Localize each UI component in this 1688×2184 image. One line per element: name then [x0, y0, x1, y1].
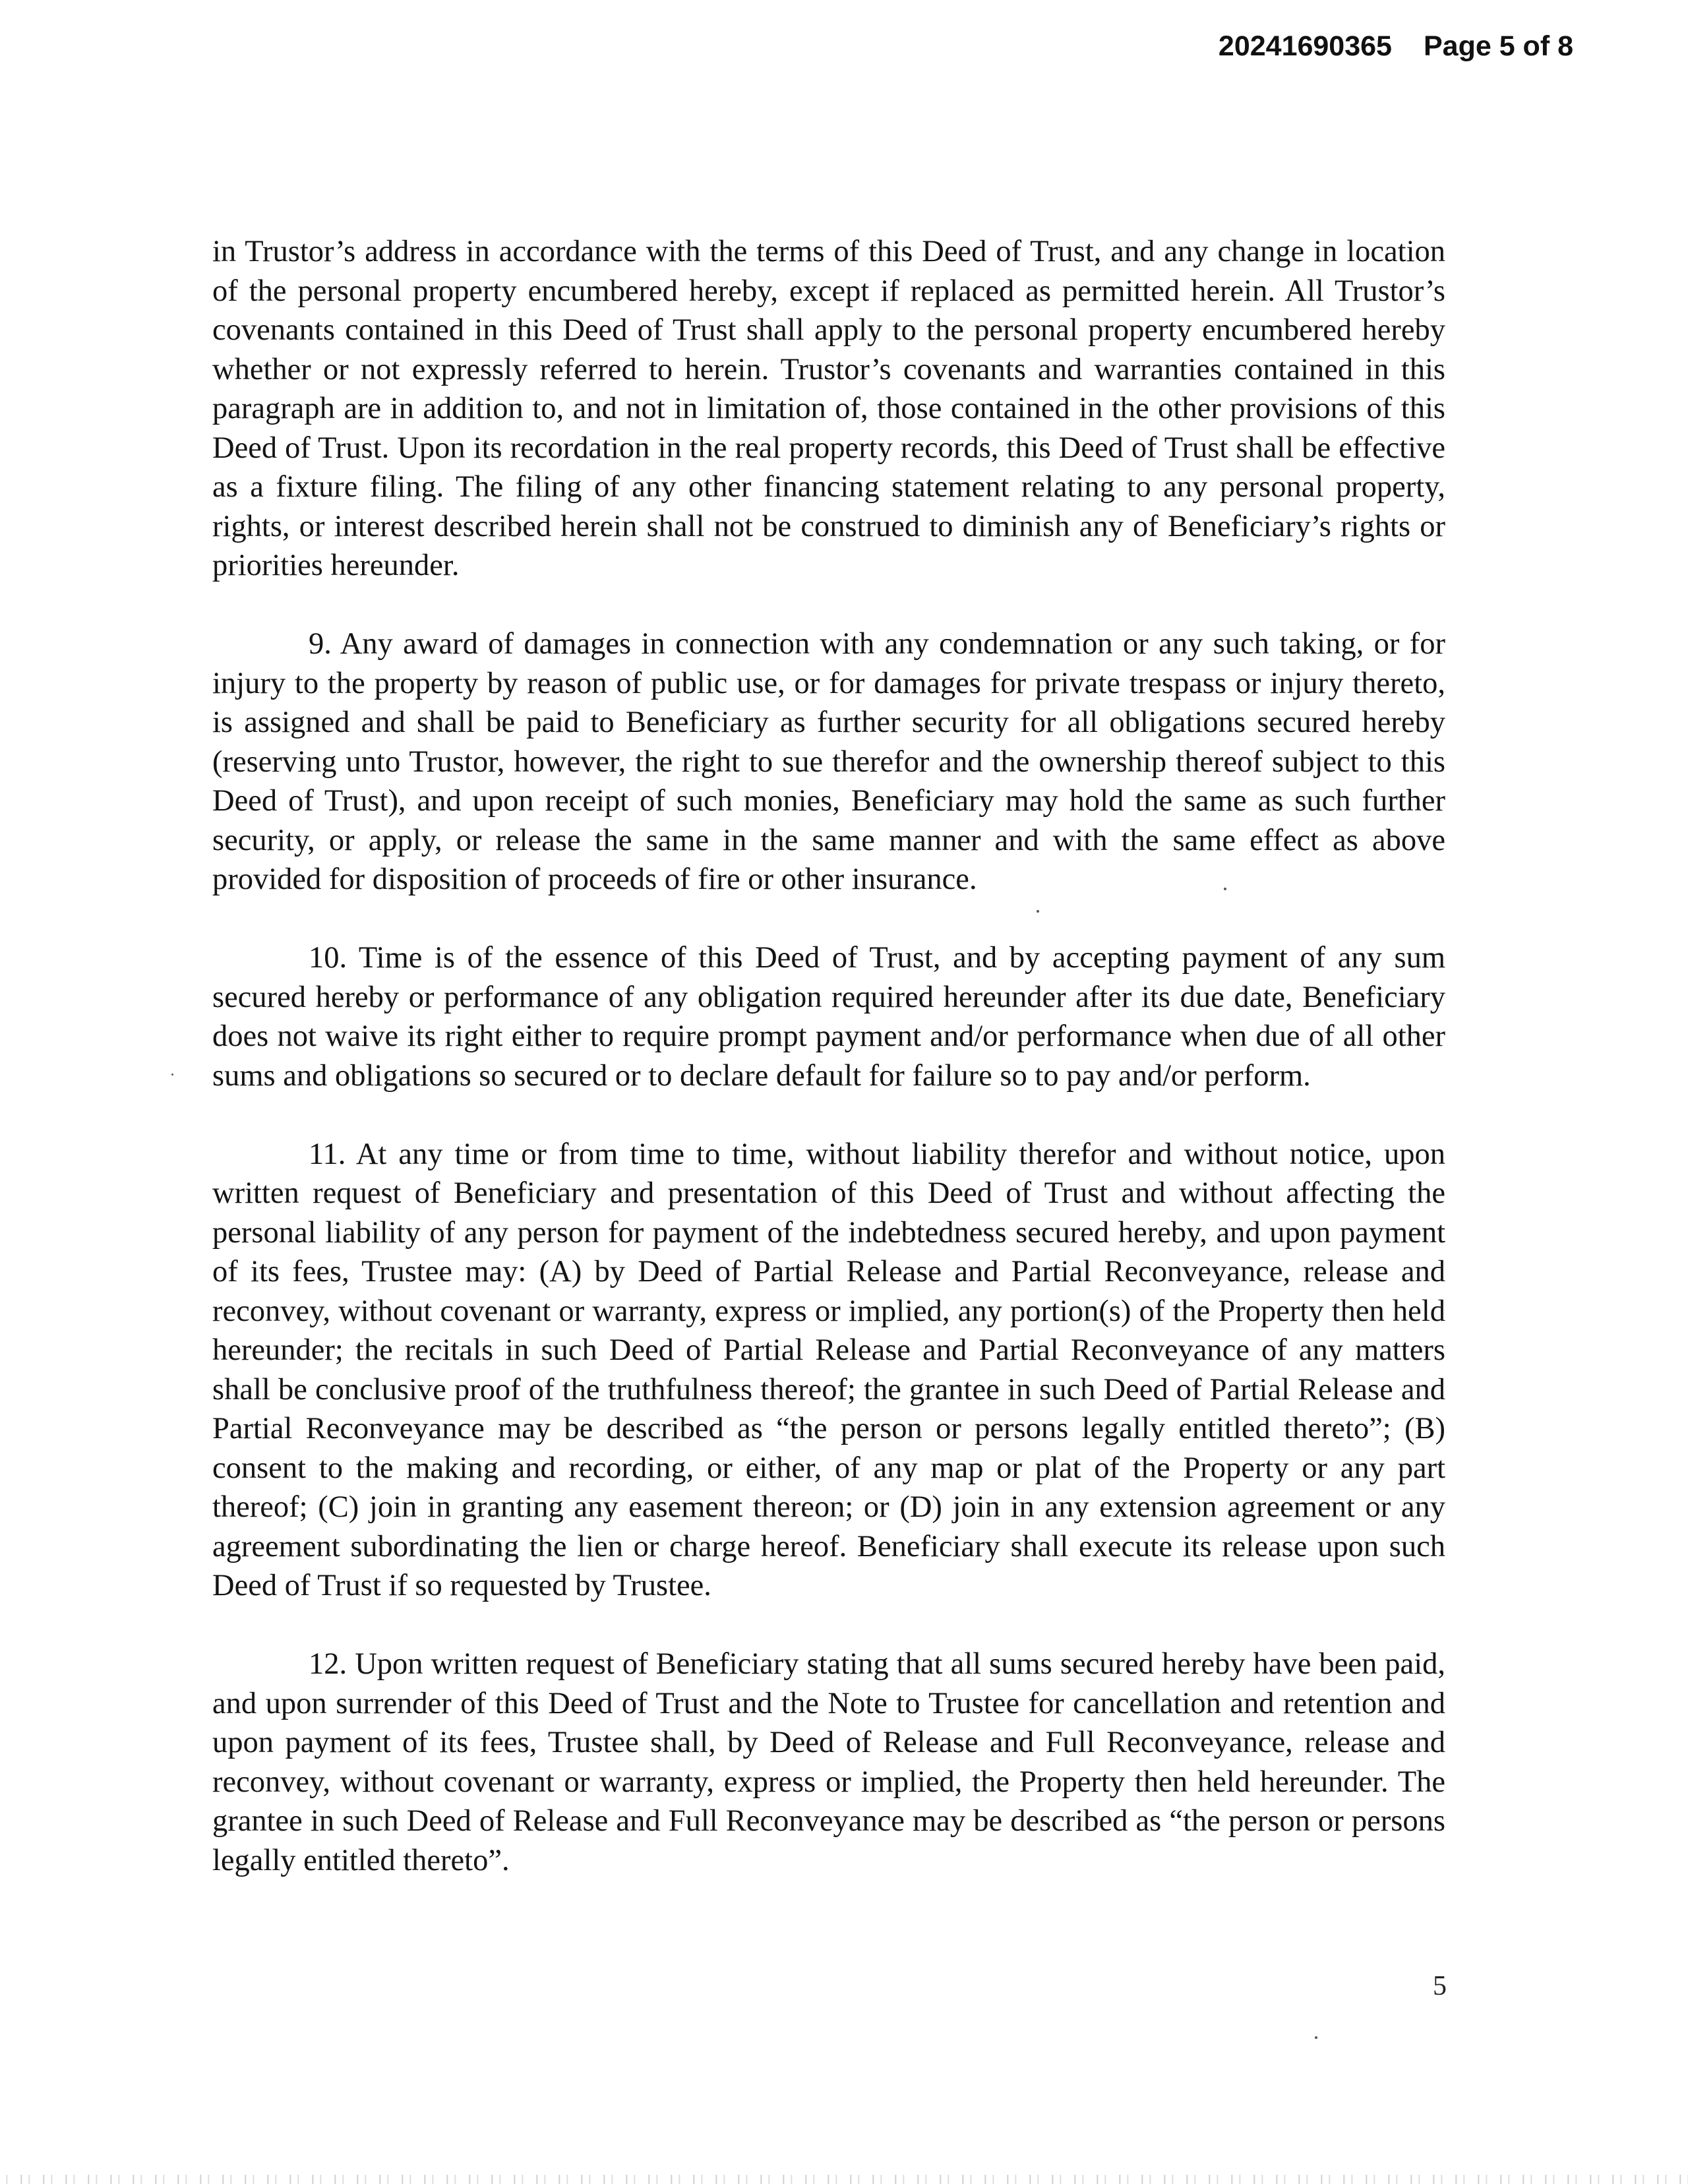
- scan-speck: [1224, 888, 1226, 890]
- paragraph-11: 11. At any time or from time to time, without liability therefor and without notice, upon written request of Beneficiary and presentation of this Deed of Trust and without affecting the personal liability of any person for payment of the indebtedness secured hereby, and upon payment of its fees, Trustee may: (A) by Deed of Partial Release and Partial Reconveyance, release and reconvey, without covenant or warranty, express or implied, any portion(s) of the Property then held hereunder; the recitals in such Deed of Partial Release and Partial Reconveyance of any matters shall be conclusive proof of the truthfulness thereof; the grantee in such Deed of Partial Release and Partial Reconveyance may be described as “the person or persons legally entitled thereto”; (B) consent to the making and recording, or either, of any map or plat of the Property or any part thereof; (C) join in granting any easement thereon; or (D) join in any extension agreement or any agreement subordinating the lien or charge hereof. Beneficiary shall execute its release upon such Deed of Trust if so requested by Trustee.: [212, 1137, 1445, 1602]
- recording-stamp: [1219, 30, 1573, 63]
- paragraph-continuation: in Trustor’s address in accordance with the terms of this Deed of Trust, and any change in location of the personal property encumbered hereby, except if replaced as permitted herein. All Trustor’s covenants contained in this Deed of Trust shall apply to the personal property encumbered hereby whether or not expressly referred to herein. Trustor’s covenants and warranties contained in this paragraph are in addition to, and not in limitation of, those contained in the other provisions of this Deed of Trust. Upon its recordation in the real property records, this Deed of Trust shall be effective as a fixture filing. The filing of any other financing statement relating to any personal property, rights, or interest described herein shall not be construed to diminish any of Beneficiary’s rights or priorities hereunder.: [212, 235, 1445, 582]
- paragraph-12: 12. Upon written request of Beneficiary stating that all sums secured hereby have been paid, and upon surrender of this Deed of Trust and the Note to Trustee for cancellation and retention and upon payment of its fees, Trustee shall, by Deed of Release and Full Reconveyance, release and reconvey, without covenant or warranty, express or implied, the Property then held hereunder. The grantee in such Deed of Release and Full Reconveyance may be described as “the person or persons legally entitled thereto”.: [212, 1647, 1445, 1877]
- paragraph-9: 9. Any award of damages in connection with any condemnation or any such taking, or for injury to the property by reason of public use, or for damages for private trespass or injury thereto, is assigned and shall be paid to Beneficiary as further security for all obligations secured hereby (reserving unto Trustor, however, the right to sue therefor and the ownership thereof subject to this Deed of Trust), and upon receipt of such monies, Beneficiary may hold the same as such further security, or apply, or release the same in the same manner and with the same effect as above provided for disposition of proceeds of fire or other insurance.: [212, 627, 1445, 896]
- page-label: Page 5 of 8: [1423, 30, 1573, 62]
- scan-speck: [1037, 910, 1039, 913]
- document-body: [212, 232, 1445, 1920]
- paragraph-10: 10. Time is of the essence of this Deed of Trust, and by accepting payment of any sum secured hereby or performance of any obligation required hereunder after its due date, Beneficiary does not waive its right either to require prompt payment and/or performance when due of all other sums and obligations so secured or to declare default for failure so to pay and/or perform.: [212, 941, 1445, 1093]
- document-number: 20241690365: [1218, 30, 1392, 62]
- scan-speck: [171, 1074, 173, 1076]
- page-number: 5: [1433, 1971, 1447, 2001]
- scan-speck: [1315, 2036, 1317, 2039]
- scan-edge-artifact: [0, 2175, 1688, 2184]
